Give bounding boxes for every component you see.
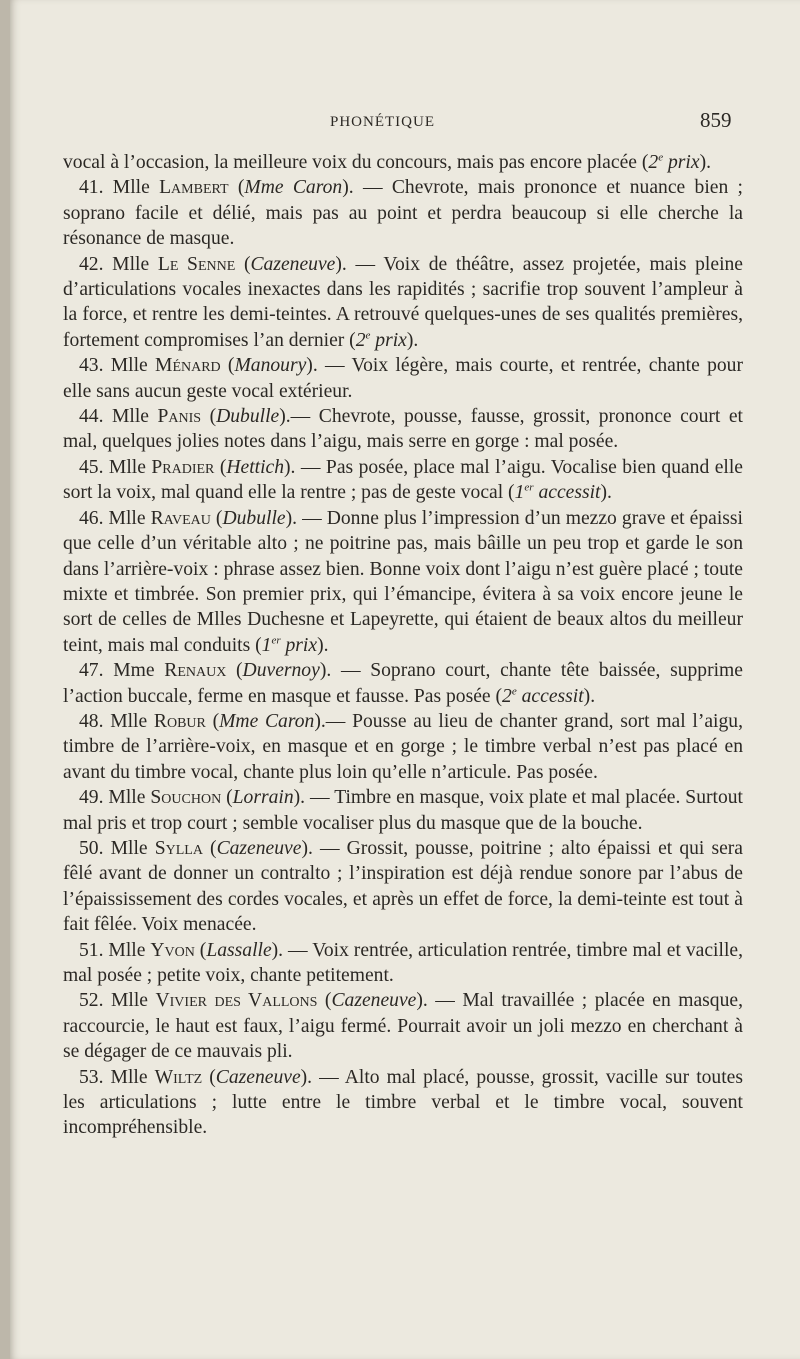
entry-text: — Pas posée, place mal l’aigu. Vocalise bien quand elle sort la voix, mal quand elle la rentre ; pas de geste vocal ( xyxy=(63,456,743,504)
entry-number: 41. Mlle xyxy=(79,177,160,199)
award: 2e prix xyxy=(648,151,700,173)
teacher-name: Dubulle xyxy=(222,507,286,529)
candidate-name: Yvon xyxy=(150,939,195,961)
teacher-name: Cazeneuve xyxy=(331,990,417,1012)
entry-text: — Pousse au lieu de chanter grand, sort mal l’aigu, timbre de l’arrière-voix, en masque et en gorge ; le timbre verbal n’est pas placé en avant du timbre vocal, chante plus loin qu’elle n’articule. Pas posée. xyxy=(63,710,743,783)
entry-46: 46. Mlle Raveau (Dubulle). — Donne plus l’impression d’un mezzo grave et épaissi que celle d’un véritable alto ; ne poitrine pas, mais bâille un peu trop et garde le son dans l’arrière-voix : phrase assez bien. Bonne voix dont l’aigu n’est guère placé ; toute mixte et timbrée. Son premier prix, qui l’émancipe, évitera à sa voix encore jeune le sort de celles de Mlles Duchesne et Lapeyrette, qui étaient de beaux altos du meilleur teint, mais mal conduits (1er prix). xyxy=(63,507,743,656)
candidate-name: Wiltz xyxy=(154,1066,203,1088)
entry-47: 47. Mme Renaux (Duvernoy). — Soprano court, chante tête baissée, supprime l’action buccale, ferme en masque et fausse. Pas posée (2e accessit). xyxy=(63,660,743,707)
book-spine xyxy=(0,0,10,1359)
entry-number: 50. Mlle xyxy=(79,837,155,859)
entry-50: 50. Mlle Sylla (Cazeneuve). — Grossit, pousse, poitrine ; alto épaissi et qui sera fêlé avant de donner un contralto ; l’inspiration est déjà rendue sonore par l’abus de l’épaississement des cordes vocales, et après un effet de force, la demi-teinte est tout à fait fêlée. Voix menacée. xyxy=(63,837,743,936)
candidate-name: Raveau xyxy=(150,507,211,529)
page-header xyxy=(10,108,800,138)
candidate-name: Pradier xyxy=(151,456,215,478)
teacher-name: Lassalle xyxy=(206,939,272,961)
entry-number: 52. Mlle xyxy=(79,990,156,1012)
entry-number: 42. Mlle xyxy=(79,253,158,275)
candidate-name: Lambert xyxy=(159,177,229,199)
teacher-name: Manoury xyxy=(234,355,307,377)
entry-number: 51. Mlle xyxy=(79,939,151,961)
entry-text: — Mal travaillée ; placée en masque, raccourcie, le haut est faux, l’aigu fermé. Pourrait avoir un joli mezzo en cherchant à se dégager de ce mauvais pli. xyxy=(63,990,744,1063)
award: 1er prix xyxy=(261,634,318,656)
entry-number: 45. Mlle xyxy=(79,456,152,478)
teacher-name: Cazeneuve xyxy=(250,253,336,275)
entry-text: — Timbre en masque, voix plate et mal placée. Surtout mal pris et trop court ; semble vocaliser plus du masque que de la bouche. xyxy=(63,787,743,834)
entry-45: 45. Mlle Pradier (Hettich). — Pas posée, place mal l’aigu. Vocalise bien quand elle sort la voix, mal quand elle la rentre ; pas de geste vocal (1er accessit). xyxy=(63,456,743,504)
entry-44: 44. Mlle Panis (Dubulle).— Chevrote, pousse, fausse, grossit, prononce court et mal, quelques jolies notes dans l’aigu, mais serre en gorge : mal posée. xyxy=(63,406,743,453)
entry-43: 43. Mlle Ménard (Manoury). — Voix légère, mais courte, et rentrée, chante pour elle sans aucun geste vocal extérieur. xyxy=(63,355,743,402)
entry-text: — Voix rentrée, articulation rentrée, timbre mal et vacille, mal posée ; petite voix, chante petitement. xyxy=(63,939,743,986)
entry-text: — Chevrote, pousse, fausse, grossit, prononce court et mal, quelques jolies notes dans l’aigu, mais serre en gorge : mal posée. xyxy=(63,406,743,453)
teacher-name: Mme Caron xyxy=(244,177,343,199)
entry-52: 52. Mlle Vivier des Vallons (Cazeneuve). — Mal travaillée ; placée en masque, raccourcie, le haut est faux, l’aigu fermé. Pourrait avoir un joli mezzo en cherchant à se dégager de ce mauvais pli. xyxy=(63,990,744,1063)
book-page xyxy=(10,0,800,1359)
candidate-name: Ménard xyxy=(155,355,221,377)
entry-48: 48. Mlle Robur (Mme Caron).— Pousse au lieu de chanter grand, sort mal l’aigu, timbre de l’arrière-voix, en masque et en gorge ; le timbre verbal n’est pas placé en avant du timbre vocal, chante plus loin qu’elle n’articule. Pas posée. xyxy=(63,710,743,783)
entry-text: — Donne plus l’impression d’un mezzo grave et épaissi que celle d’un véritable alto ; ne poitrine pas, mais bâille un peu trop et garde le son dans l’arrière-voix : phrase assez bien. Bonne voix dont l’aigu n’est guère placé ; toute mixte et timbrée. Son premier prix, qui l’émancipe, évitera à sa voix encore jeune le sort de celles de Mlles Duchesne et Lapeyrette, qui étaient de beaux altos du meilleur teint, mais mal conduits ( xyxy=(63,507,743,656)
candidate-name: Souchon xyxy=(150,787,222,809)
award: 2e prix xyxy=(355,329,407,351)
teacher-name: Hettich xyxy=(226,456,285,478)
entry-number: 48. Mlle xyxy=(79,710,154,732)
award: 2e accessit xyxy=(502,685,584,707)
entry-51: 51. Mlle Yvon (Lassalle). — Voix rentrée, articulation rentrée, timbre mal et vacille, mal posée ; petite voix, chante petitement. xyxy=(63,939,743,986)
entry-text: — Alto mal placé, pousse, grossit, vacille sur toutes les articulations ; lutte entre le timbre verbal et le timbre vocal, souvent incompréhensible. xyxy=(63,1066,743,1139)
entry-41: 41. Mlle Lambert (Mme Caron). — Chevrote, mais prononce et nuance bien ; soprano facile et délié, mais pas au point et perdra beaucoup si elle cherche la résonance de masque. xyxy=(63,177,744,250)
entry-number: 43. Mlle xyxy=(79,355,156,377)
award: 1er accessit xyxy=(514,481,601,504)
body-text xyxy=(63,150,743,1141)
running-title: PHONÉTIQUE xyxy=(330,114,435,130)
entry-number: 46. Mlle xyxy=(79,507,151,529)
teacher-name: Cazeneuve xyxy=(216,837,302,859)
entry-number: 53. Mlle xyxy=(79,1066,155,1088)
entry-53: 53. Mlle Wiltz (Cazeneuve). — Alto mal placé, pousse, grossit, vacille sur toutes les articulations ; lutte entre le timbre verbal et le timbre vocal, souvent incompréhensible. xyxy=(63,1066,743,1139)
entry-49: 49. Mlle Souchon (Lorrain). — Timbre en masque, voix plate et mal placée. Surtout mal pris et trop court ; semble vocaliser plus du masque que de la bouche. xyxy=(63,787,743,834)
entry-text: — Grossit, pousse, poitrine ; alto épaissi et qui sera fêlé avant de donner un contralto ; l’inspiration est déjà rendue sonore par l’abus de l’épaississement des cordes vocales, et après un effet de force, la demi-teinte est tout à fait fêlée. Voix menacée. xyxy=(63,837,743,936)
entry-number: 44. Mlle xyxy=(79,406,158,428)
teacher-name: Mme Caron xyxy=(219,710,315,732)
page-number: 859 xyxy=(700,108,732,132)
entry-text: — Chevrote, mais prononce et nuance bien ; soprano facile et délié, mais pas au point et perdra beaucoup si elle cherche la résonance de masque. xyxy=(63,177,744,250)
candidate-name: Robur xyxy=(153,710,206,732)
entry-42: 42. Mlle Le Senne (Cazeneuve). — Voix de théâtre, assez projetée, mais pleine d’articulations vocales inexactes dans les rapidités ; sacrifie trop souvent l’ampleur à la force, et rentre les demi-teintes. A retrouvé quelques-unes de ses qualités premières, fortement compromises l’an dernier (2e prix). xyxy=(63,253,743,351)
opening-paragraph: vocal à l’occasion, la meilleure voix du concours, mais pas encore placée (2e prix). xyxy=(63,151,711,173)
candidate-name: Le Senne xyxy=(157,253,236,275)
teacher-name: Dubulle xyxy=(216,406,280,428)
entry-text: — Soprano court, chante tête baissée, supprime l’action buccale, ferme en masque et fausse. Pas posée ( xyxy=(63,660,743,707)
teacher-name: Duvernoy xyxy=(242,660,320,682)
candidate-name: Renaux xyxy=(164,660,227,682)
candidate-name: Vivier des Vallons xyxy=(155,990,318,1012)
opening-text: vocal à l’occasion, la meilleure voix du concours, mais pas encore placée ( xyxy=(63,152,649,173)
teacher-name: Lorrain xyxy=(232,787,294,809)
entry-number: 47. Mme xyxy=(79,660,165,682)
entry-text: — Voix légère, mais courte, et rentrée, chante pour elle sans aucun geste vocal extérieur. xyxy=(63,355,743,402)
teacher-name: Cazeneuve xyxy=(215,1066,301,1088)
entry-number: 49. Mlle xyxy=(79,787,151,809)
candidate-name: Panis xyxy=(157,406,202,428)
entry-text: — Voix de théâtre, assez projetée, mais pleine d’articulations vocales inexactes dans les rapidités ; sacrifie trop souvent l’ampleur à la force, et rentre les demi-teintes. A retrouvé quelques-unes de ses qualités premières, fortement compromises l’an dernier ( xyxy=(63,253,743,351)
candidate-name: Sylla xyxy=(154,837,203,859)
